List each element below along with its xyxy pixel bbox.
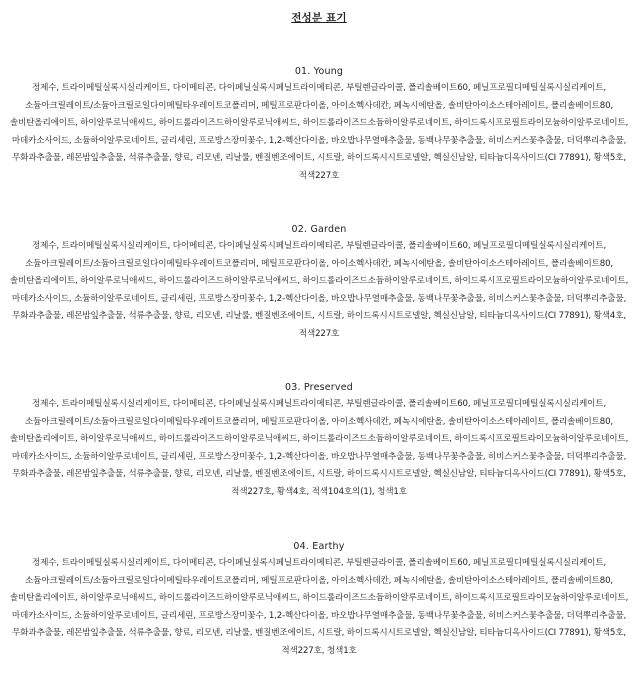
section-heading: 03. Preserved (284, 382, 354, 393)
ingredient-section-preserved (8, 382, 630, 501)
document-title: 전성분 표기 (291, 12, 347, 24)
ingredient-section-earthy (8, 541, 630, 660)
ingredient-list: 정제수, 트라이메틸실록시실리케이트, 다이메티콘, 다이페닐실록시페닐트라이메티콘, 부틸렌글라이콜, 폴리솔베이트60, 페닐프로필디메틸실록시실리케이트, 소듐아크릴레이트/소듐아크릴로일다이메틸타우레이트코폴리머, 메틸프로판다이올, 아이소헥사데칸, 페녹시에탄올, 솔비탄아이소스테아레이트, 폴리솔베이트80, 솔비탄올리에이트, 하이알루로닉애씨드, 하이드롤라이즈드하이알루로닉애씨드, 하이드롤라이즈드소듐하이알루로네이트, 하이드록시프로필트라이모늄하이알루로네이트, 마데카소사이드, 소듐하이알루로네이트, 글리세린, 프로방스장미꽃수, 1,2-헥산다이올, 바오밥나무열매추출물, 동백나무꽃추출물, 히비스커스꽃추출물, 더덕뿌리추출물, 무화과추출물, 레몬밤잎추출물, 석류추출물, 향료, 리모넨, 리날룰, 벤질벤조에이트, 시트랄, 하이드록시시트로넬알, 헥실신남알, 티타늄디옥사이드(CI 77891), 황색5호, 적색227호, 황색4호, 적색104호의(1), 청색1호 (9, 399, 629, 497)
section-heading: 04. Earthy (293, 541, 345, 552)
section-heading: 01. Young (294, 66, 344, 77)
ingredient-list: 정제수, 트라이메틸실록시실리케이트, 다이메티콘, 다이페닐실록시페닐트라이메티콘, 부틸렌글라이콜, 폴리솔베이트60, 페닐프로필디메틸실록시실리케이트, 소듐아크릴레이트/소듐아크릴로일다이메틸타우레이트코폴리머, 메틸프로판다이올, 아이소헥사데칸, 페녹시에탄올, 솔비탄아이소스테아레이트, 폴리솔베이트80, 솔비탄올리에이트, 하이알루로닉애씨드, 하이드롤라이즈드하이알루로닉애씨드, 하이드롤라이즈드소듐하이알루로네이트, 하이드록시프로필트라이모늄하이알루로네이트, 마데카소사이드, 소듐하이알루로네이트, 글리세린, 프로방스장미꽃수, 1,2-헥산다이올, 바오밥나무열매추출물, 동백나무꽃추출물, 히비스커스꽃추출물, 더덕뿌리추출물, 무화과추출물, 레몬밤잎추출물, 석류추출물, 향료, 리모넨, 리날룰, 벤질벤조에이트, 시트랄, 하이드록시시트로넬알, 헥실신남알, 티타늄디옥사이드(CI 77891), 황색5호, 적색227호 (9, 83, 629, 181)
ingredient-section-young (8, 66, 630, 185)
section-heading: 02. Garden (291, 224, 347, 235)
ingredient-list: 정제수, 트라이메틸실록시실리케이트, 다이메티콘, 다이페닐실록시페닐트라이메티콘, 부틸렌글라이콜, 폴리솔베이트60, 페닐프로필디메틸실록시실리케이트, 소듐아크릴레이트/소듐아크릴로일다이메틸타우레이트코폴리머, 메틸프로판다이올, 아이소헥사데칸, 페녹시에탄올, 솔비탄아이소스테아레이트, 폴리솔베이트80, 솔비탄올리에이트, 하이알루로닉애씨드, 하이드롤라이즈드하이알루로닉애씨드, 하이드롤라이즈드소듐하이알루로네이트, 하이드록시프로필트라이모늄하이알루로네이트, 마데카소사이드, 소듐하이알루로네이트, 글리세린, 프로방스장미꽃수, 1,2-헥산다이올, 바오밥나무열매추출물, 동백나무꽃추출물, 히비스커스꽃추출물, 더덕뿌리추출물, 무화과추출물, 레몬밤잎추출물, 석류추출물, 향료, 리모넨, 리날룰, 벤질벤조에이트, 시트랄, 하이드록시시트로넬알, 헥실신남알, 티타늄디옥사이드(CI 77891), 황색5호, 적색227호, 청색1호 (9, 558, 629, 656)
ingredient-list: 정제수, 트라이메틸실록시실리케이트, 다이메티콘, 다이페닐실록시페닐트라이메티콘, 부틸렌글라이콜, 폴리솔베이트60, 페닐프로필디메틸실록시실리케이트, 소듐아크릴레이트/소듐아크릴로일다이메틸타우레이트코폴리머, 메틸프로판다이올, 아이소헥사데칸, 페녹시에탄올, 솔비탄아이소스테아레이트, 폴리솔베이트80, 솔비탄올리에이트, 하이알루로닉애씨드, 하이드롤라이즈드하이알루로닉애씨드, 하이드롤라이즈드소듐하이알루로네이트, 하이드록시프로필트라이모늄하이알루로네이트, 마데카소사이드, 소듐하이알루로네이트, 글리세린, 프로방스장미꽃수, 1,2-헥산다이올, 바오밥나무열매추출물, 동백나무꽃추출물, 히비스커스꽃추출물, 더덕뿌리추출물, 무화과추출물, 레몬밤잎추출물, 석류추출물, 향료, 리모넨, 리날룰, 벤질벤조에이트, 시트랄, 하이드록시시트로넬알, 헥실신남알, 티타늄디옥사이드(CI 77891), 황색4호, 적색227호 (9, 241, 629, 339)
ingredient-section-garden (8, 224, 630, 343)
